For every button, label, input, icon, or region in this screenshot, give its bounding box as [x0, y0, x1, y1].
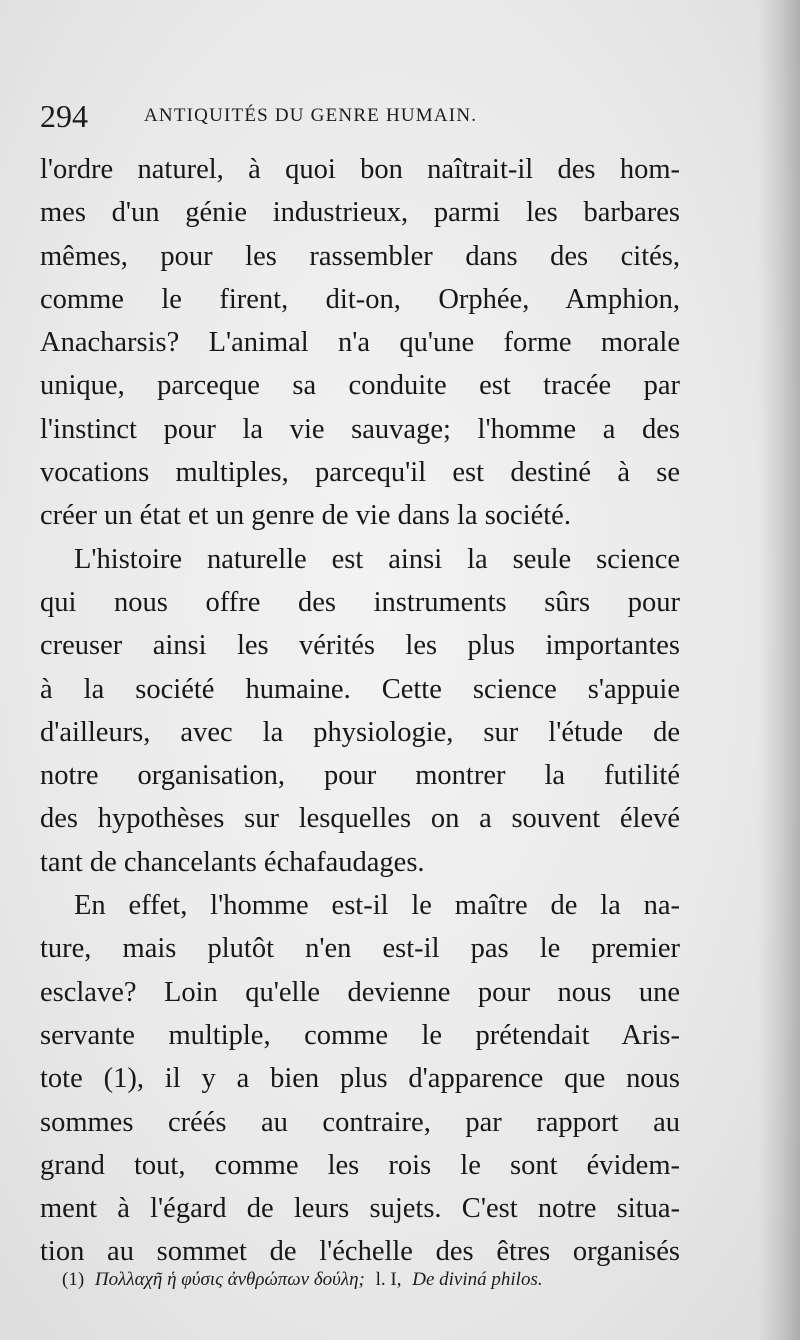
body-text: [40, 148, 680, 1274]
footnote: [62, 1262, 682, 1298]
text-line: tant de chancelants échafaudages.: [40, 846, 425, 878]
text-line: qui nous offre des instruments sûrs pour: [40, 586, 680, 618]
text-line: tion au sommet de l'échelle des êtres organisés: [40, 1236, 680, 1268]
text-line: des hypothèses sur lesquelles on a souvent élevé: [40, 803, 680, 835]
text-line: vocations multiples, parcequ'il est destiné à se: [40, 457, 680, 489]
text-line: ment à l'égard de leurs sujets. C'est notre situa-: [40, 1193, 680, 1225]
text-line: l'ordre naturel, à quoi bon naîtrait-il des hom-: [40, 154, 680, 185]
text-line: En effet, l'homme est-il le maître de la na-: [74, 890, 680, 922]
text-line: L'histoire naturelle est ainsi la seule science: [74, 543, 680, 575]
text-line: unique, parceque sa conduite est tracée par: [40, 370, 680, 402]
running-title: ANTIQUITÉS DU GENRE HUMAIN.: [144, 105, 478, 126]
footnote-reference: l. I,: [375, 1269, 402, 1290]
running-head: [40, 96, 680, 136]
text-line: creuser ainsi les vérités les plus importantes: [40, 630, 680, 662]
text-line: servante multiple, comme le prétendait Aris-: [40, 1019, 680, 1051]
text-line: comme le firent, dit-on, Orphée, Amphion,: [40, 283, 680, 315]
text-line: ture, mais plutôt n'en est-il pas le premier: [40, 933, 680, 965]
text-line: esclave? Loin qu'elle devienne pour nous une: [40, 976, 680, 1008]
footnote-greek-quote: Πολλαχῆ ἡ φύσις ἀνθρώπων δούλη;: [94, 1269, 365, 1290]
footnote-work-title: De diviná philos.: [412, 1269, 543, 1290]
text-line: notre organisation, pour montrer la futilité: [40, 760, 680, 792]
text-line: à la société humaine. Cette science s'appuie: [40, 673, 680, 705]
text-line: mêmes, pour les rassembler dans des cités,: [40, 240, 680, 272]
footnote-marker: (1): [62, 1269, 85, 1290]
text-line: tote (1), il y a bien plus d'apparence que nous: [40, 1063, 680, 1095]
text-line: d'ailleurs, avec la physiologie, sur l'étude de: [40, 716, 680, 748]
page-edge-shadow: [758, 0, 800, 1340]
page-number: 294: [40, 98, 88, 134]
text-line: créer un état et un genre de vie dans la société.: [40, 500, 571, 532]
text-line: sommes créés au contraire, par rapport au: [40, 1106, 680, 1138]
text-line: Anacharsis? L'animal n'a qu'une forme morale: [40, 327, 680, 359]
text-line: grand tout, comme les rois le sont évidem-: [40, 1149, 680, 1181]
text-line: l'instinct pour la vie sauvage; l'homme a des: [40, 413, 680, 445]
text-line: mes d'un génie industrieux, parmi les barbares: [40, 197, 680, 229]
